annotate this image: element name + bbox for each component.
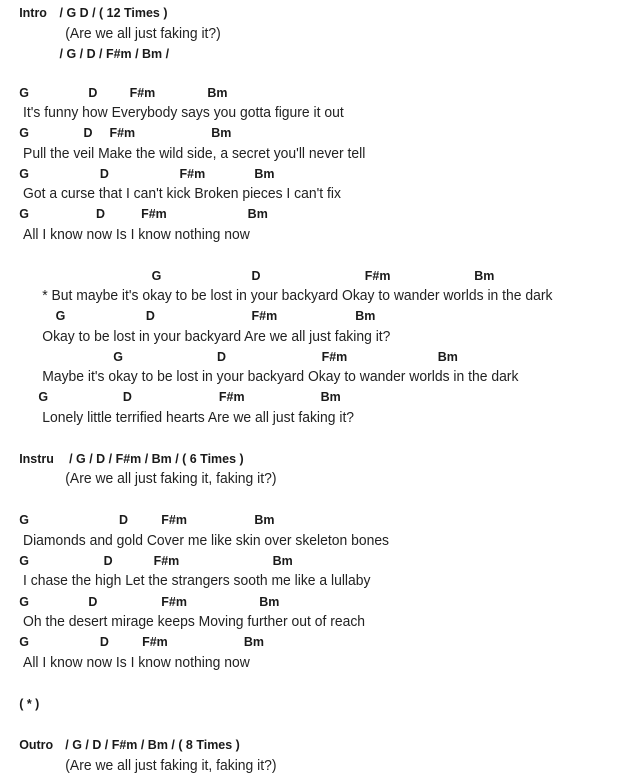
instru-chords: / G / D / F#m / Bm / ( 6 Times ) — [69, 451, 244, 466]
outro-chords: / G / D / F#m / Bm / ( 8 Times ) — [65, 737, 240, 752]
intro-label: Intro — [19, 5, 47, 20]
intro-chords: / G D / ( 12 Times ) — [59, 5, 168, 20]
outro-label: Outro — [19, 737, 54, 752]
instru-label: Instru — [19, 451, 54, 466]
